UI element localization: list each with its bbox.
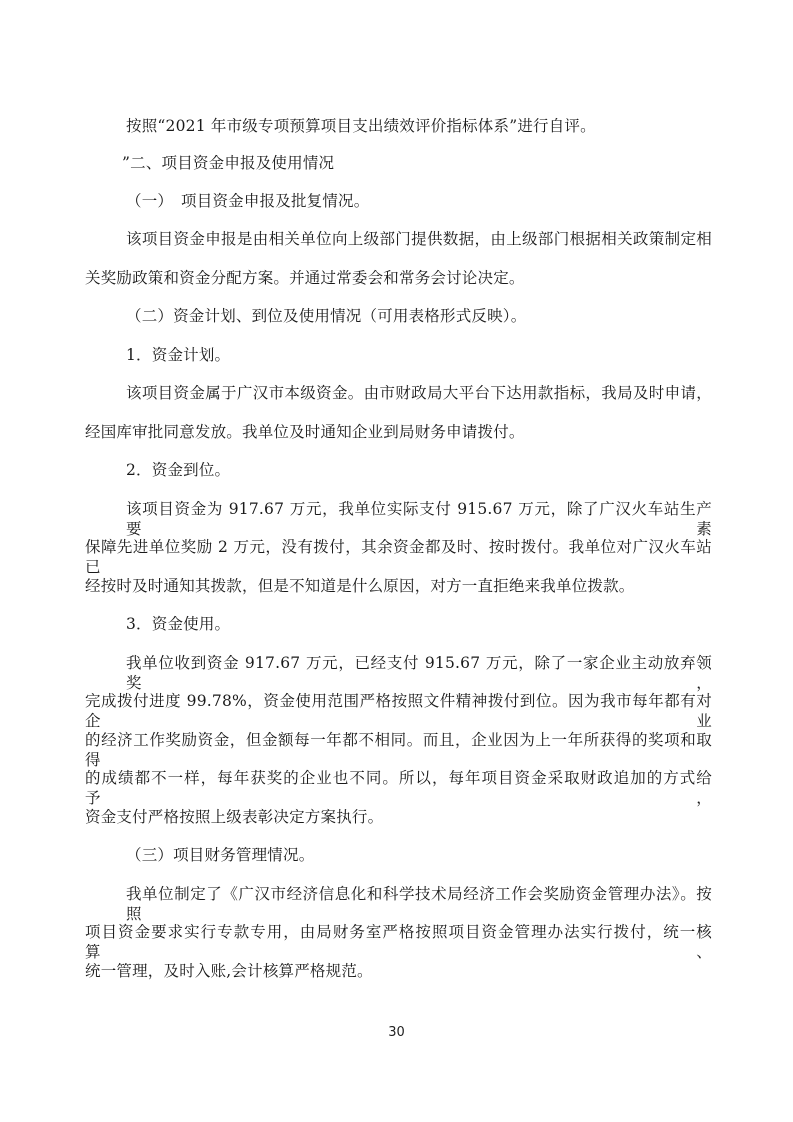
paragraph-line: 资金支付严格按照上级表彰决定方案执行。 <box>85 808 384 826</box>
item-heading: 2．资金到位。 <box>126 461 231 479</box>
section-heading: ”二、项目资金申报及使用情况 <box>122 154 335 172</box>
paragraph-line: 的成绩都不一样，每年获奖的企业也不同。所以，每年项目资金采取财政追加的方式给予， <box>85 769 712 807</box>
paragraph-line: 的经济工作奖励资金，但金额每一年都不相同。而且，企业因为上一年所获得的奖项和取得 <box>85 731 712 769</box>
paragraph-line: 经国库审批同意发放。我单位及时通知企业到局财务申请拨付。 <box>85 423 525 441</box>
paragraph-line: 统一管理，及时入账,会计核算严格规范。 <box>85 962 373 980</box>
paragraph-line: 该项目资金为 917.67 万元，我单位实际支付 915.67 万元，除了广汉火车站生产要素 <box>126 500 712 538</box>
item-heading: 3．资金使用。 <box>126 615 231 633</box>
subsection-heading: （二）资金计划、到位及使用情况（可用表格形式反映）。 <box>126 307 527 325</box>
page-number: 30 <box>388 1025 405 1040</box>
paragraph-line: 我单位制定了《广汉市经济信息化和科学技术局经济工作会奖励资金管理办法》。按照 <box>126 885 712 923</box>
item-heading: 1．资金计划。 <box>126 346 231 364</box>
paragraph-line: 关奖励政策和资金分配方案。并通过常委会和常务会讨论决定。 <box>85 269 525 287</box>
subsection-heading: （一） 项目资金申报及批复情况。 <box>126 192 370 210</box>
paragraph-line: 保障先进单位奖励 2 万元，没有拨付，其余资金都及时、按时拨付。我单位对广汉火车站已 <box>85 538 712 576</box>
paragraph-line: 我单位收到资金 917.67 万元，已经支付 915.67 万元，除了一家企业主动放弃领奖， <box>126 654 712 692</box>
paragraph-line: 项目资金要求实行专款专用，由局财务室严格按照项目资金管理办法实行拨付，统一核算、 <box>85 923 712 961</box>
subsection-heading: （三）项目财务管理情况。 <box>126 846 315 864</box>
paragraph-line: 该项目资金申报是由相关单位向上级部门提供数据，由上级部门根据相关政策制定相 <box>126 230 712 248</box>
paragraph-line: 完成拨付进度 99.78%，资金使用范围严格按照文件精神拨付到位。因为我市每年都有对企业 <box>85 692 712 730</box>
paragraph-line: 按照“2021 年市级专项预算项目支出绩效评价指标体系”进行自评。 <box>126 117 596 135</box>
paragraph-line: 经按时及时通知其拨款，但是不知道是什么原因，对方一直拒绝来我单位拨款。 <box>85 577 635 595</box>
paragraph-line: 该项目资金属于广汉市本级资金。由市财政局大平台下达用款指标，我局及时申请， <box>126 384 712 402</box>
